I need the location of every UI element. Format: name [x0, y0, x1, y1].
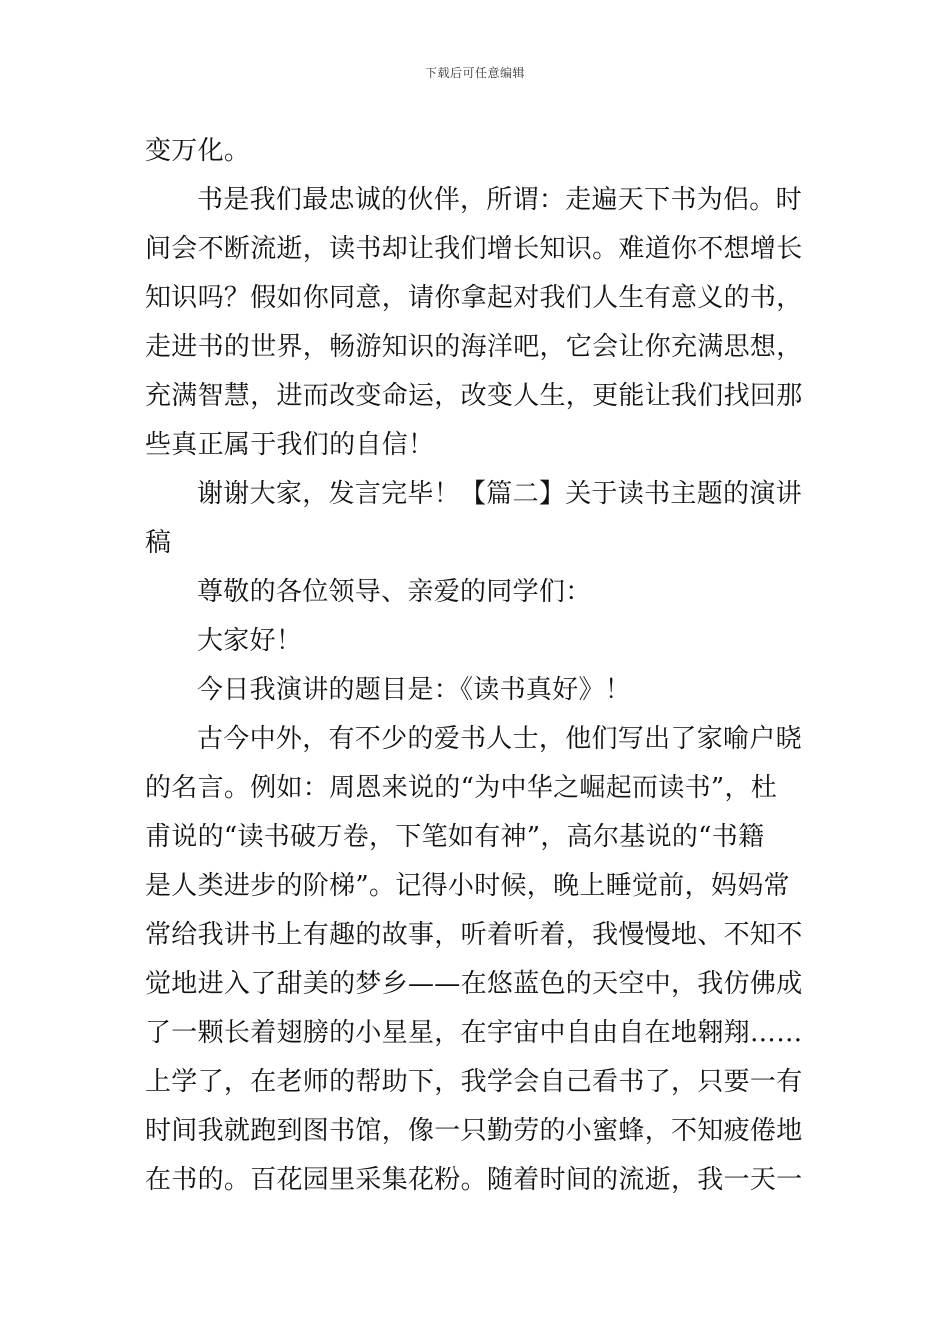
text-line: 甫说的“读书破万卷，下笔如有神”，高尔基说的“书籍: [145, 822, 765, 852]
text-line: 时间我就跑到图书馆，像一只勤劳的小蜜蜂，不知疲倦地: [145, 1116, 803, 1146]
text-line: 是人类进步的阶梯”。记得小时候，晚上睡觉前，妈妈常: [145, 871, 790, 901]
text-line: 谢谢大家，发言完毕！【篇二】关于读书主题的演讲: [197, 479, 802, 509]
text-line: 知识吗？假如你同意，请你拿起对我们人生有意义的书，: [145, 283, 803, 313]
text-line: 些真正属于我们的自信！: [145, 430, 435, 460]
header-note: 下载后可任意编辑: [424, 66, 525, 80]
text-line: 上学了，在老师的帮助下，我学会自己看书了，只要一有: [145, 1067, 803, 1097]
text-line: 变万化。: [145, 136, 251, 166]
text-line: 的名言。例如：周恩来说的“为中华之崛起而读书”，杜: [145, 773, 778, 803]
text-line: 常给我讲书上有趣的故事，听着听着，我慢慢地、不知不: [145, 920, 803, 950]
text-line: 书是我们最忠诚的伙伴，所谓：走遍天下书为侣。时: [197, 185, 802, 215]
text-line: 间会不断流逝，读书却让我们增长知识。难道你不想增长: [145, 234, 803, 264]
text-line: 大家好！: [197, 626, 303, 656]
text-line: 走进书的世界，畅游知识的海洋吧，它会让你充满思想，: [145, 332, 803, 362]
text-line: 觉地进入了甜美的梦乡——在悠蓝色的天空中，我仿佛成: [145, 969, 803, 999]
text-line: 尊敬的各位领导、亲爱的同学们：: [197, 577, 592, 607]
text-line: 了一颗长着翅膀的小星星，在宇宙中自由自在地翱翔……: [145, 1018, 803, 1048]
text-line: 充满智慧，进而改变命运，改变人生，更能让我们找回那: [145, 381, 803, 411]
text-line: 在书的。百花园里采集花粉。随着时间的流逝，我一天一: [145, 1165, 803, 1195]
text-line: 今日我演讲的题目是：《读书真好》！: [197, 675, 632, 705]
text-line: 古今中外，有不少的爱书人士，他们写出了家喻户晓: [197, 724, 802, 754]
text-line: 稿: [145, 528, 172, 558]
